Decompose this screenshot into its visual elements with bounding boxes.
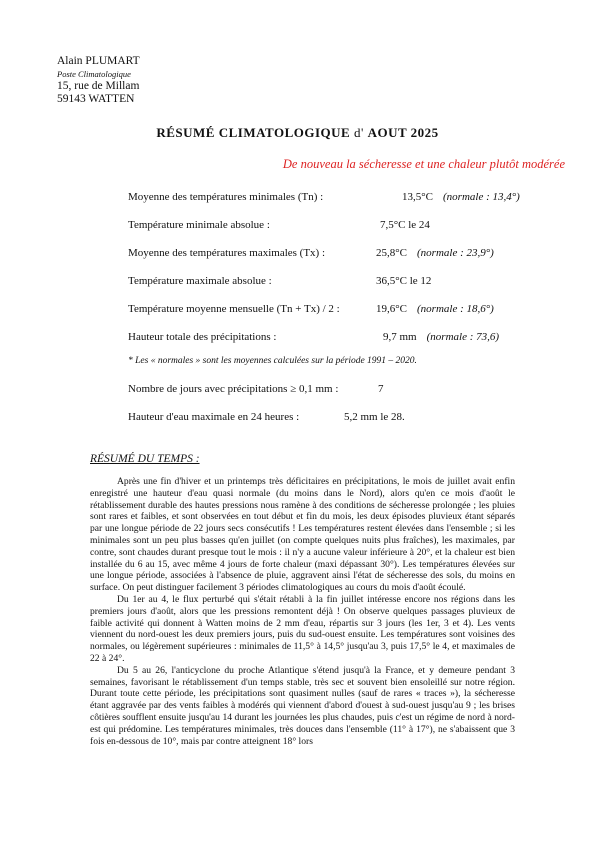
summary-paragraph: Du 1er au 4, le flux perturbé qui s'était rétabli à la fin juillet intéresse encore nos régions dans les premiers jours d'août, alors que les pressions remontent déjà ! On observe quelques passages pluvieux de faible activité qui donnent à Watten moins de 2 mm d'eau, répartis sur 3 jours (les 1er, 3 et 4). Les vents viennent du nord-ouest les deux premiers jours, puis du sud-ouest ensuite. Les températures sont voisines des normales, ou légèrement supérieures : minimales de 11,5° à 14,5° jusqu'au 3, puis 17,5° le 4, et maximales de 22 à 24°. (90, 593, 515, 664)
stat-value: 5,2 mm le 28. (344, 411, 405, 423)
stat-value: 19,6°C (normale : 18,6°) (376, 303, 494, 315)
summary-paragraph: Après une fin d'hiver et un printemps très déficitaires en précipitations, le mois de juillet avait enfin enregistré une hauteur d'eau quasi normale (du moins dans le Nord), alors qu'en ce mois d'août le rétablissement durable des hautes pressions nous ramène à des conditions de sécheresse prolongée ; les pluies sont rares et faibles, et sont observées en tout début et fin du mois, les deux épisodes pluvieux étant séparés par une longue période de 22 jours secs consécutifs ! Les températures restent élevées dans l'ensemble ; si les minimales sont un peu plus basses qu'en juillet (on compte quelques nuits plus fraîches), les maximales, par contre, sont chaudes durant presque tout le mois : il n'y a aucune valeur inférieure à 20°, et la chaleur est bien installée du 6 au 15, avec même 4 jours de forte chaleur (maxi dépassant 30°). Les températures élevées sur une longue période, associées à l'absence de pluie, aggravent ainsi l'état de sécheresse des sols, du moins en surface. On peut distinguer facilement 3 périodes climatologiques au cours du mois d'août écoulé. (90, 476, 515, 594)
normals-note: * Les « normales » sont les moyennes calculées sur la période 1991 – 2020. (128, 356, 417, 366)
author-city: 59143 WATTEN (57, 93, 135, 105)
stat-label: Moyenne des températures maximales (Tx) : (128, 247, 326, 259)
stat-label: Moyenne des températures minimales (Tn) : (128, 191, 324, 203)
stat-label: Température moyenne mensuelle (Tn + Tx) / 2 : (128, 303, 340, 315)
author-block (57, 55, 140, 107)
weather-summary (90, 476, 515, 747)
title-prefix: RÉSUMÉ CLIMATOLOGIQUE (156, 125, 351, 140)
stat-value: 13,5°C (normale : 13,4°) (402, 191, 520, 203)
stat-label: Nombre de jours avec précipitations ≥ 0,1 mm : (128, 383, 339, 395)
author-name: Alain PLUMART (57, 55, 140, 67)
stat-normal: (normale : 13,4°) (443, 191, 520, 203)
stat-label: Hauteur totale des précipitations : (128, 331, 277, 343)
stat-label: Hauteur d'eau maximale en 24 heures : (128, 411, 300, 423)
stat-normal: (normale : 73,6) (426, 331, 500, 343)
stat-value: 9,7 mm (normale : 73,6) (383, 331, 500, 343)
page-title (0, 125, 595, 141)
page-subtitle: De nouveau la sécheresse et une chaleur plutôt modérée (282, 157, 565, 171)
stat-value: 7 (378, 383, 384, 395)
author-role: Poste Climatologique (57, 68, 131, 79)
stat-value: 36,5°C le 12 (376, 275, 432, 287)
title-month: AOUT 2025 (367, 125, 439, 140)
stat-value: 25,8°C (normale : 23,9°) (376, 247, 494, 259)
stat-value: 7,5°C le 24 (380, 219, 430, 231)
stat-label: Température maximale absolue : (128, 275, 272, 287)
stat-normal: (normale : 23,9°) (417, 247, 494, 259)
title-connector: d' (353, 125, 364, 140)
stat-label: Température minimale absolue : (128, 219, 270, 231)
summary-paragraph: Du 5 au 26, l'anticyclone du proche Atlantique s'étend jusqu'à la France, et y demeure pendant 3 semaines, favorisant le rétablissement d'un temps stable, très sec et souvent bien ensoleillé sur notre région. Durant toute cette période, les précipitations sont quasiment nulles (sauf de rares « traces »), la sécheresse étant aggravée par des vents faibles à modérés qui viennent d'abord d'ouest à sud-ouest jusqu'au 9 ; les brises côtières soufflent ensuite jusqu'au 14 durant les journées les plus chaudes, puis c'est un régime de nord à nord-est qui prédomine. Les températures minimales, très douces dans l'ensemble (11° à 17°), ne s'abaissent que 3 fois en-dessous de 10°, mais par contre atteignent 18° lors (90, 664, 515, 747)
author-street: 15, rue de Millam (57, 79, 140, 92)
stat-normal: (normale : 18,6°) (417, 303, 494, 315)
section-title: RÉSUMÉ DU TEMPS : (90, 453, 200, 465)
